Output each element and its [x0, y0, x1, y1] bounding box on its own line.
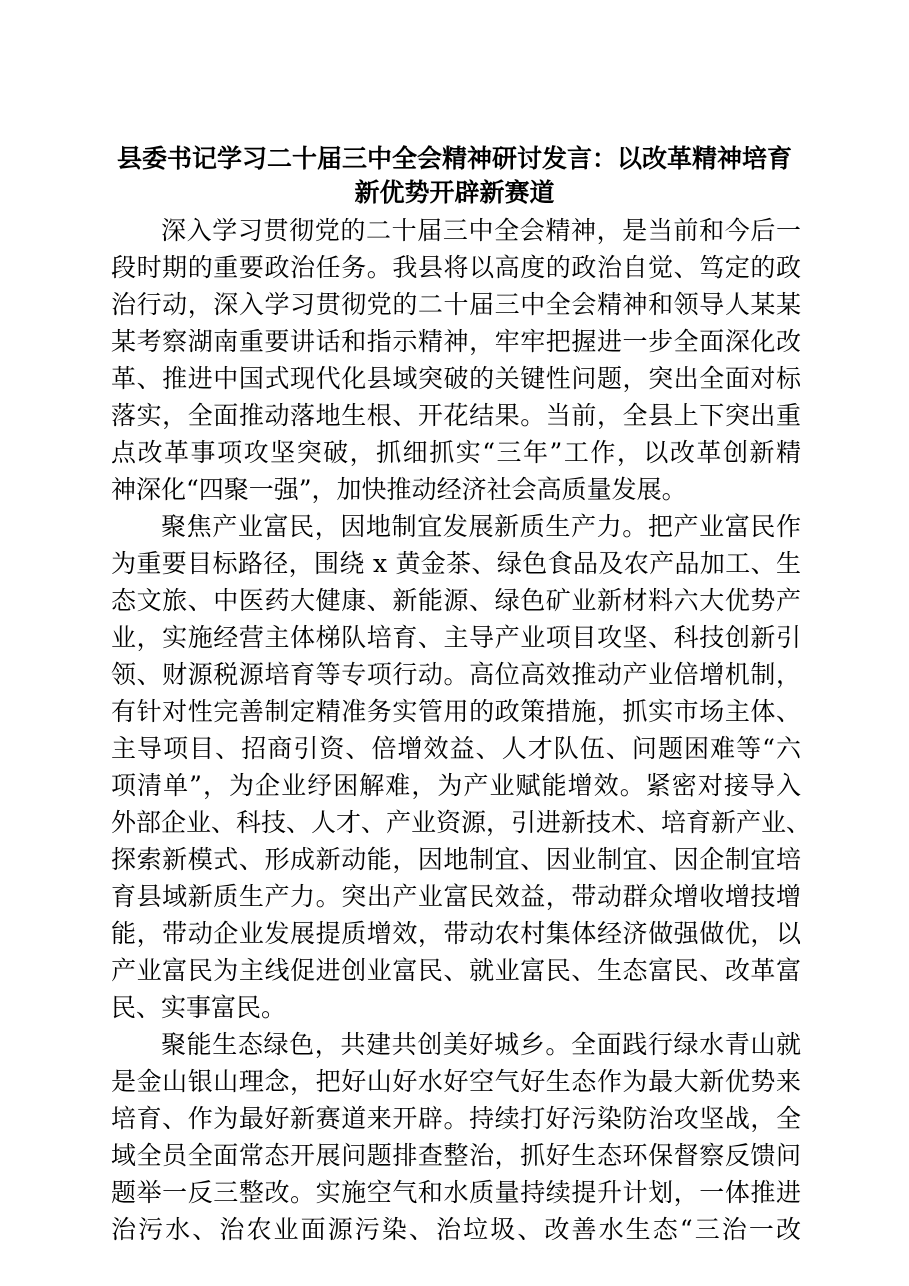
document-title [100, 142, 809, 210]
text-line: 有针对性完善制定精准务实管用的政策措施，抓实市场主体、 [111, 697, 801, 726]
text-line: 业，实施经营主体梯队培育、主导产业项目攻坚、科技创新引 [111, 623, 801, 652]
paragraph-1 [111, 212, 801, 508]
text-line: 深入学习贯彻党的二十届三中全会精神，是当前和今后一 [161, 216, 801, 245]
text-line: 为重要目标路径，围绕 x 黄金茶、绿色食品及农产品加工、生 [111, 549, 801, 578]
paragraph-2 [111, 508, 812, 1026]
text-line: 民、实事富民。 [111, 993, 287, 1022]
document-body [111, 212, 812, 1248]
text-line: 革、推进中国式现代化县域突破的关键性问题，突出全面对标 [111, 364, 801, 393]
text-line: 治行动，深入学习贯彻党的二十届三中全会精神和领导人某某 [111, 290, 801, 319]
text-line: 态文旅、中医药大健康、新能源、绿色矿业新材料六大优势产 [111, 586, 801, 615]
text-line: 育县域新质生产力。突出产业富民效益，带动群众增收增技增 [111, 882, 801, 911]
text-line: 聚焦产业富民，因地制宜发展新质生产力。把产业富民作 [161, 512, 801, 541]
text-line: 外部企业、科技、人才、产业资源，引进新技术、培育新产业、 [111, 808, 812, 837]
text-line: 主导项目、招商引资、倍增效益、人才队伍、问题困难等“六 [111, 734, 801, 763]
text-line: 聚能生态绿色，共建共创美好城乡。全面践行绿水青山就 [161, 1030, 801, 1059]
text-line: 产业富民为主线促进创业富民、就业富民、生态富民、改革富 [111, 956, 801, 985]
title-line: 县委书记学习二十届三中全会精神研讨发言：以改革精神培育 [116, 144, 792, 173]
text-line: 域全员全面常态开展问题排查整治，抓好生态环保督察反馈问 [111, 1141, 801, 1170]
text-line: 段时期的重要政治任务。我县将以高度的政治自觉、笃定的政 [111, 253, 801, 282]
text-line: 落实，全面推动落地生根、开花结果。当前，全县上下突出重 [111, 401, 801, 430]
text-line: 探索新模式、形成新动能，因地制宜、因业制宜、因企制宜培 [111, 845, 801, 874]
text-line: 治污水、治农业面源污染、治垃圾、改善水生态“三治一改 [111, 1215, 801, 1244]
text-line: 点改革事项攻坚突破，抓细抓实“三年”工作，以改革创新精 [111, 438, 801, 467]
text-line: 题举一反三整改。实施空气和水质量持续提升计划，一体推进 [111, 1178, 801, 1207]
text-line: 领、财源税源培育等专项行动。高位高效推动产业倍增机制， [111, 660, 801, 689]
text-line: 某考察湖南重要讲话和指示精神，牢牢把握进一步全面深化改 [111, 327, 801, 356]
text-line: 能，带动企业发展提质增效，带动农村集体经济做强做优，以 [111, 919, 801, 948]
text-line: 神深化“四聚一强”，加快推动经济社会高质量发展。 [111, 475, 687, 504]
paragraph-3 [111, 1026, 801, 1248]
title-line: 新优势开辟新赛道 [354, 178, 555, 207]
text-line: 培育、作为最好新赛道来开辟。持续打好污染防治攻坚战，全 [111, 1104, 801, 1133]
text-line: 项清单”，为企业纾困解难，为产业赋能增效。紧密对接导入 [111, 771, 801, 800]
text-line: 是金山银山理念，把好山好水好空气好生态作为最大新优势来 [111, 1067, 801, 1096]
